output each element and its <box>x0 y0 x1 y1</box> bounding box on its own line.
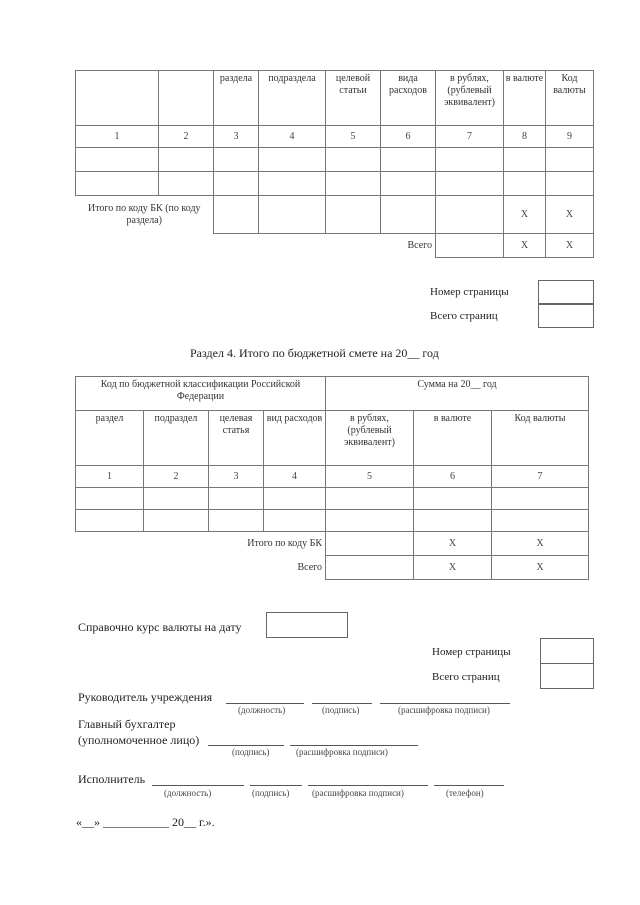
col-number: 1 <box>76 466 144 488</box>
table-cell[interactable] <box>144 488 209 510</box>
x-mark: X <box>414 556 492 580</box>
signature-line[interactable] <box>308 785 428 786</box>
header-cell: подраздела <box>259 71 326 126</box>
table-cell[interactable] <box>326 148 381 172</box>
x-mark: X <box>546 196 594 234</box>
signature-line[interactable] <box>380 703 510 704</box>
head-label: Руководитель учреждения <box>78 690 213 704</box>
table-cell[interactable] <box>414 488 492 510</box>
page-number-box[interactable] <box>540 638 594 664</box>
page-number-label: Номер страницы <box>432 646 511 658</box>
table-cell[interactable] <box>76 172 159 196</box>
x-mark: X <box>546 234 594 258</box>
caption: (подпись) <box>252 788 290 798</box>
header-cell: в валюте <box>414 411 492 466</box>
signature-line[interactable] <box>434 785 504 786</box>
signature-line[interactable] <box>226 703 304 704</box>
table-cell[interactable] <box>259 172 326 196</box>
header-cell: целевой статьи <box>326 71 381 126</box>
table-cell[interactable] <box>381 196 436 234</box>
pages-total-box[interactable] <box>538 304 594 328</box>
executor-label: Исполнитель <box>78 772 146 786</box>
table-cell[interactable] <box>326 488 414 510</box>
col-number: 2 <box>144 466 209 488</box>
caption: (должность) <box>238 705 286 715</box>
col-number: 4 <box>259 126 326 148</box>
table-cell[interactable] <box>436 172 504 196</box>
pages-total-label: Всего страниц <box>430 310 498 322</box>
table-cell[interactable] <box>159 148 214 172</box>
page-number-box[interactable] <box>538 280 594 304</box>
table-row <box>76 148 594 172</box>
table-row <box>76 488 589 510</box>
group-header-sum: Сумма на 20__ год <box>326 377 589 411</box>
total-label: Всего <box>297 561 322 573</box>
col-number: 1 <box>76 126 159 148</box>
table-cell[interactable] <box>492 488 589 510</box>
col-number: 3 <box>214 126 259 148</box>
table-cell[interactable] <box>259 148 326 172</box>
col-number: 6 <box>381 126 436 148</box>
signature-line[interactable] <box>152 785 244 786</box>
col-number: 2 <box>159 126 214 148</box>
signature-line[interactable] <box>208 745 284 746</box>
date-line: «__» ___________ 20__ г.». <box>76 815 215 829</box>
table-cell[interactable] <box>414 510 492 532</box>
total-label: Всего <box>407 239 432 251</box>
header-cell: в валюте <box>504 71 546 126</box>
x-mark: X <box>414 532 492 556</box>
signature-line[interactable] <box>290 745 418 746</box>
table-cell[interactable] <box>436 196 504 234</box>
table-cell[interactable] <box>259 196 326 234</box>
header-cell: в рублях, (рублевый эквивалент) <box>436 71 504 126</box>
table-cell[interactable] <box>144 510 209 532</box>
currency-note-label: Справочно курс валюты на дату <box>78 620 242 634</box>
caption: (телефон) <box>446 788 484 798</box>
table-cell[interactable] <box>214 148 259 172</box>
caption: (подпись) <box>322 705 360 715</box>
table-cell[interactable] <box>326 556 414 580</box>
table-row <box>76 510 589 532</box>
table-cell[interactable] <box>326 532 414 556</box>
header-cell <box>159 71 214 126</box>
currency-date-box[interactable] <box>266 612 348 638</box>
header-cell: вида расходов <box>381 71 436 126</box>
table-cell[interactable] <box>209 488 264 510</box>
header-cell: целевая статья <box>209 411 264 466</box>
table-cell[interactable] <box>326 172 381 196</box>
total-section-row <box>76 196 594 234</box>
page-number-label: Номер страницы <box>430 286 509 298</box>
table-cell[interactable] <box>264 510 326 532</box>
header-cell: Код валюты <box>546 71 594 126</box>
header-cell: Код валюты <box>492 411 589 466</box>
section-title: Раздел 4. Итого по бюджетной смете на 20__ год <box>190 346 439 360</box>
col-number: 3 <box>209 466 264 488</box>
col-number: 9 <box>546 126 594 148</box>
col-number: 5 <box>326 126 381 148</box>
table-cell[interactable] <box>159 172 214 196</box>
caption: (расшифровка подписи) <box>398 705 490 715</box>
table-cell[interactable] <box>504 172 546 196</box>
group-header-code: Код по бюджетной классификации Российской Федерации <box>76 377 326 411</box>
x-mark: X <box>492 556 589 580</box>
table-cell[interactable] <box>326 510 414 532</box>
header-cell: в рублях, (рублевый эквивалент) <box>326 411 414 466</box>
pages-total-box[interactable] <box>540 663 594 689</box>
total-bk-label: Итого по коду БК <box>247 537 322 549</box>
caption: (должность) <box>164 788 212 798</box>
caption: (расшифровка подписи) <box>312 788 404 798</box>
table-cell[interactable] <box>381 172 436 196</box>
total-bk-row <box>76 532 589 556</box>
table-cell[interactable] <box>436 148 504 172</box>
col-number: 5 <box>326 466 414 488</box>
table-cell[interactable] <box>436 234 504 258</box>
header-cell: подраздел <box>144 411 209 466</box>
x-mark: X <box>504 196 546 234</box>
accountant-label: Главный бухгалтер <box>78 717 176 731</box>
x-mark: X <box>492 532 589 556</box>
total-section-label: Итого по коду БК (по коду раздела) <box>87 202 201 226</box>
caption: (расшифровка подписи) <box>296 747 388 757</box>
table-cell[interactable] <box>326 196 381 234</box>
caption: (подпись) <box>232 747 270 757</box>
budget-table-part3 <box>75 70 594 258</box>
table-cell[interactable] <box>76 488 144 510</box>
header-cell: раздела <box>214 71 259 126</box>
signature-line[interactable] <box>312 703 372 704</box>
table-cell[interactable] <box>209 510 264 532</box>
accountant-label-2: (уполномоченное лицо) <box>78 733 200 747</box>
col-number: 8 <box>504 126 546 148</box>
header-cell <box>76 71 159 126</box>
table-cell[interactable] <box>546 148 594 172</box>
total-row <box>76 234 594 258</box>
x-mark: X <box>504 234 546 258</box>
header-cell: вид расходов <box>264 411 326 466</box>
table-cell[interactable] <box>264 488 326 510</box>
table-cell[interactable] <box>76 148 159 172</box>
col-number: 7 <box>492 466 589 488</box>
table-cell[interactable] <box>492 510 589 532</box>
table-cell[interactable] <box>504 148 546 172</box>
budget-table-section4 <box>75 376 589 580</box>
col-number: 4 <box>264 466 326 488</box>
signature-line[interactable] <box>250 785 302 786</box>
table-cell[interactable] <box>381 148 436 172</box>
table-cell[interactable] <box>214 172 259 196</box>
table-cell[interactable] <box>76 510 144 532</box>
table-row <box>76 172 594 196</box>
col-number: 6 <box>414 466 492 488</box>
col-number: 7 <box>436 126 504 148</box>
table-cell[interactable] <box>546 172 594 196</box>
pages-total-label: Всего страниц <box>432 671 500 683</box>
total-row <box>76 556 589 580</box>
header-cell: раздел <box>76 411 144 466</box>
table-cell[interactable] <box>214 196 259 234</box>
